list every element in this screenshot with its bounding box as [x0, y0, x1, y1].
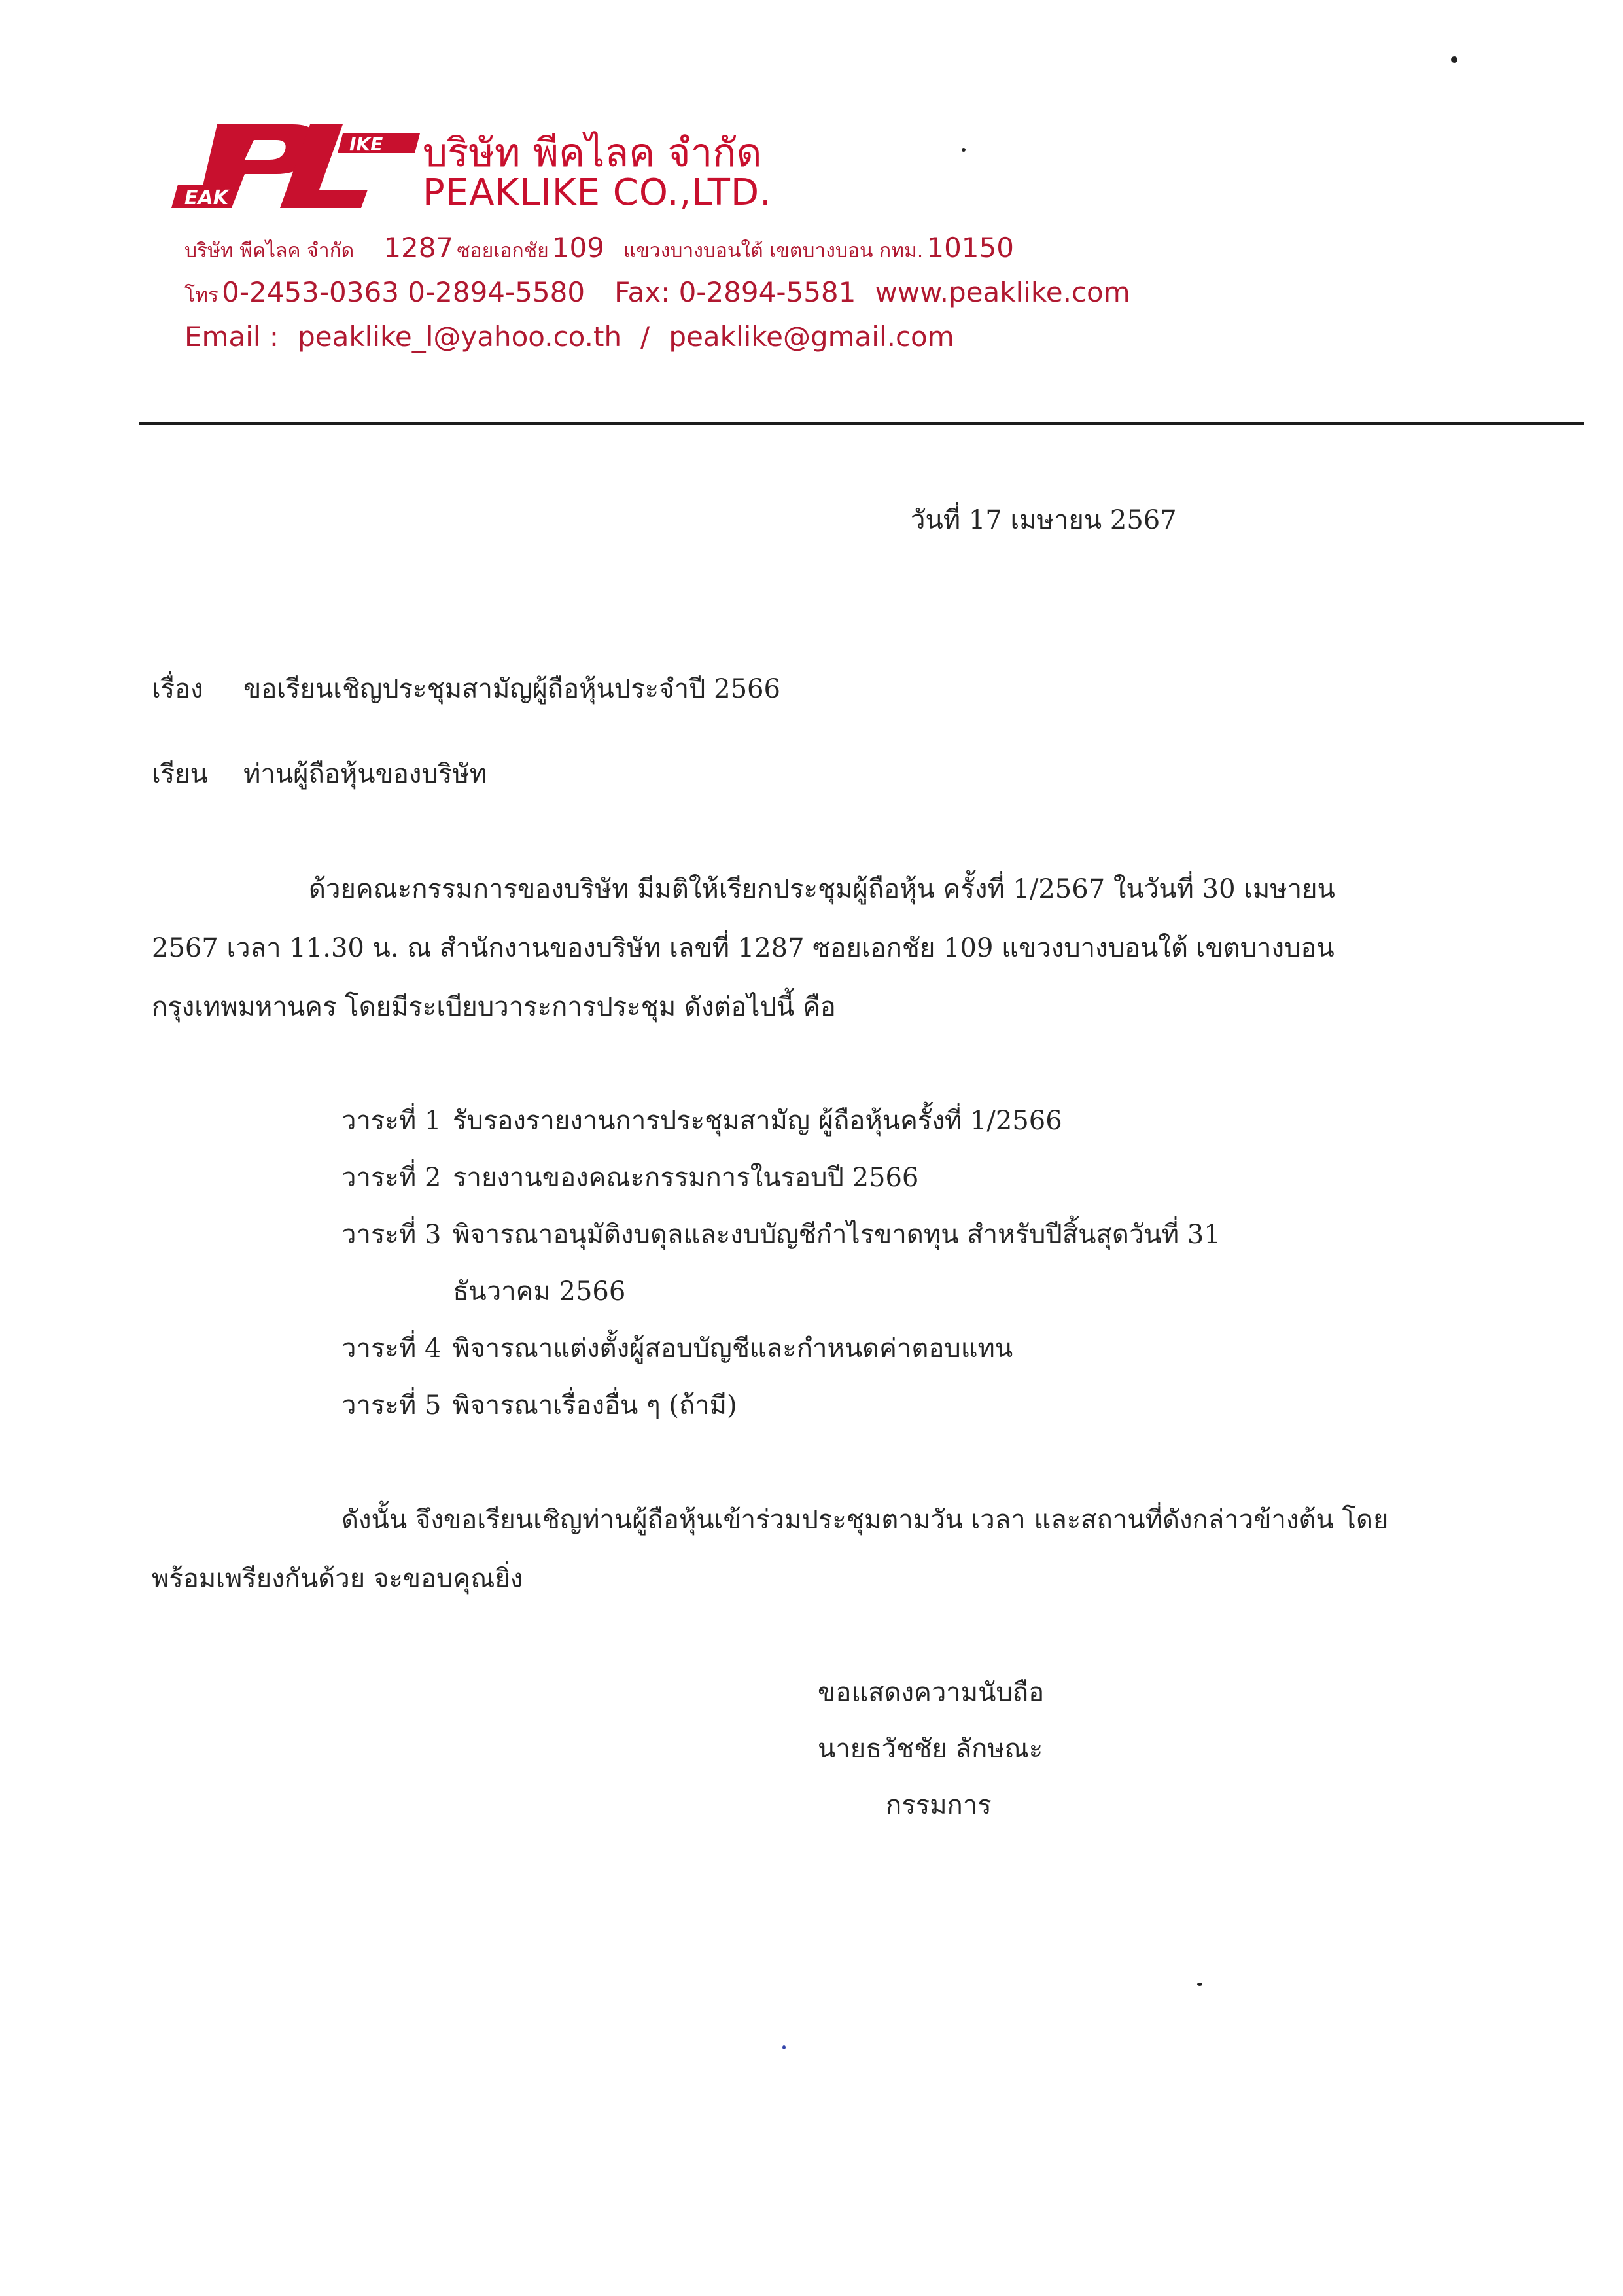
- closing-line-2: พร้อมเพรียงกันด้วย จะขอบคุณยิ่ง: [152, 1564, 523, 1594]
- address-soi: ซอยเอกชัย: [457, 239, 549, 262]
- email-label: Email :: [184, 321, 279, 353]
- paragraph-line-3: กรุงเทพมหานคร โดยมีระเบียบวาระการประชุม ดังต่อไปนี้ คือ: [152, 992, 836, 1022]
- fax-number: Fax: 0-2894-5581: [614, 276, 856, 308]
- header-divider: [139, 422, 1584, 425]
- website: www.peaklike.com: [875, 276, 1130, 308]
- paragraph-line-1: ด้วยคณะกรรมการของบริษัท มีมติให้เรียกประชุมผู้ถือหุ้น ครั้งที่ 1/2567 ในวันที่ 30 เมษายน: [309, 874, 1335, 904]
- agenda-label-1: วาระที่ 1: [341, 1106, 442, 1136]
- agenda-text-4: พิจารณาแต่งตั้งผู้สอบบัญชีและกำหนดค่าตอบแทน: [453, 1333, 1013, 1364]
- company-address: [184, 232, 1014, 266]
- agenda-text-5: พิจารณาเรื่องอื่น ๆ (ถ้ามี): [453, 1390, 737, 1421]
- agenda-text-1: รับรองรายงานการประชุมสามัญ ผู้ถือหุ้นครั้งที่ 1/2566: [453, 1106, 1062, 1136]
- peaklike-logo: [171, 116, 420, 213]
- recipient-label: เรียน: [152, 759, 208, 789]
- company-phone-line: [184, 276, 1130, 311]
- paragraph-line-2: 2567 เวลา 11.30 น. ณ สำนักงานของบริษัท เลขที่ 1287 ซอยเอกชัย 109 แขวงบางบอนใต้ เขตบางบอน: [152, 933, 1335, 963]
- scan-speck: [1451, 56, 1457, 63]
- company-name-thai: บริษัท พีคไลค จำกัด: [423, 130, 762, 176]
- svg-text:EAK: EAK: [184, 186, 228, 209]
- signature-title: กรรมการ: [886, 1790, 992, 1820]
- agenda-label-2: วาระที่ 2: [341, 1163, 442, 1193]
- scan-speck: [1197, 1983, 1202, 1986]
- subject-label: เรื่อง: [152, 674, 203, 704]
- scan-speck: [782, 2045, 786, 2049]
- address-number: 1287: [383, 232, 454, 264]
- agenda-text-3: พิจารณาอนุมัติงบดุลและงบบัญชีกำไรขาดทุน สำหรับปีสิ้นสุดวันที่ 31: [453, 1220, 1221, 1250]
- closing-line-1: ดังนั้น จึงขอเรียนเชิญท่านผู้ถือหุ้นเข้าร่วมประชุมตามวัน เวลา และสถานที่ดังกล่าวข้างต้น โดย: [341, 1505, 1389, 1535]
- email-yahoo: peaklike_l@yahoo.co.th: [298, 321, 622, 353]
- agenda-label-4: วาระที่ 4: [341, 1333, 442, 1364]
- signature-regards: ขอแสดงความนับถือ: [818, 1678, 1045, 1708]
- address-district: แขวงบางบอนใต้ เขตบางบอน กทม.: [623, 239, 924, 262]
- agenda-label-3: วาระที่ 3: [341, 1220, 442, 1250]
- agenda-text-2: รายงานของคณะกรรมการในรอบปี 2566: [453, 1163, 919, 1193]
- recipient-text: ท่านผู้ถือหุ้นของบริษัท: [243, 759, 487, 789]
- subject-text: ขอเรียนเชิญประชุมสามัญผู้ถือหุ้นประจำปี 2566: [243, 674, 780, 704]
- svg-text:IKE: IKE: [349, 133, 383, 155]
- company-name-english: PEAKLIKE CO.,LTD.: [423, 171, 772, 214]
- agenda-label-5: วาระที่ 5: [341, 1390, 442, 1421]
- address-company: บริษัท พีคไลค จำกัด: [184, 239, 355, 262]
- email-separator: /: [640, 321, 650, 353]
- company-email-line: [184, 321, 954, 353]
- phone-label: โทร: [184, 284, 219, 307]
- letter-date: วันที่ 17 เมษายน 2567: [911, 505, 1177, 535]
- address-soi-number: 109: [551, 232, 604, 264]
- signature-name: นายธวัชชัย ลักษณะ: [818, 1734, 1043, 1764]
- email-gmail: peaklike@gmail.com: [669, 321, 954, 353]
- phone-numbers: 0-2453-0363 0-2894-5580: [222, 276, 585, 308]
- agenda-text-3-continued: ธันวาคม 2566: [453, 1277, 626, 1307]
- scan-speck: [962, 148, 966, 152]
- address-postcode: 10150: [926, 232, 1014, 264]
